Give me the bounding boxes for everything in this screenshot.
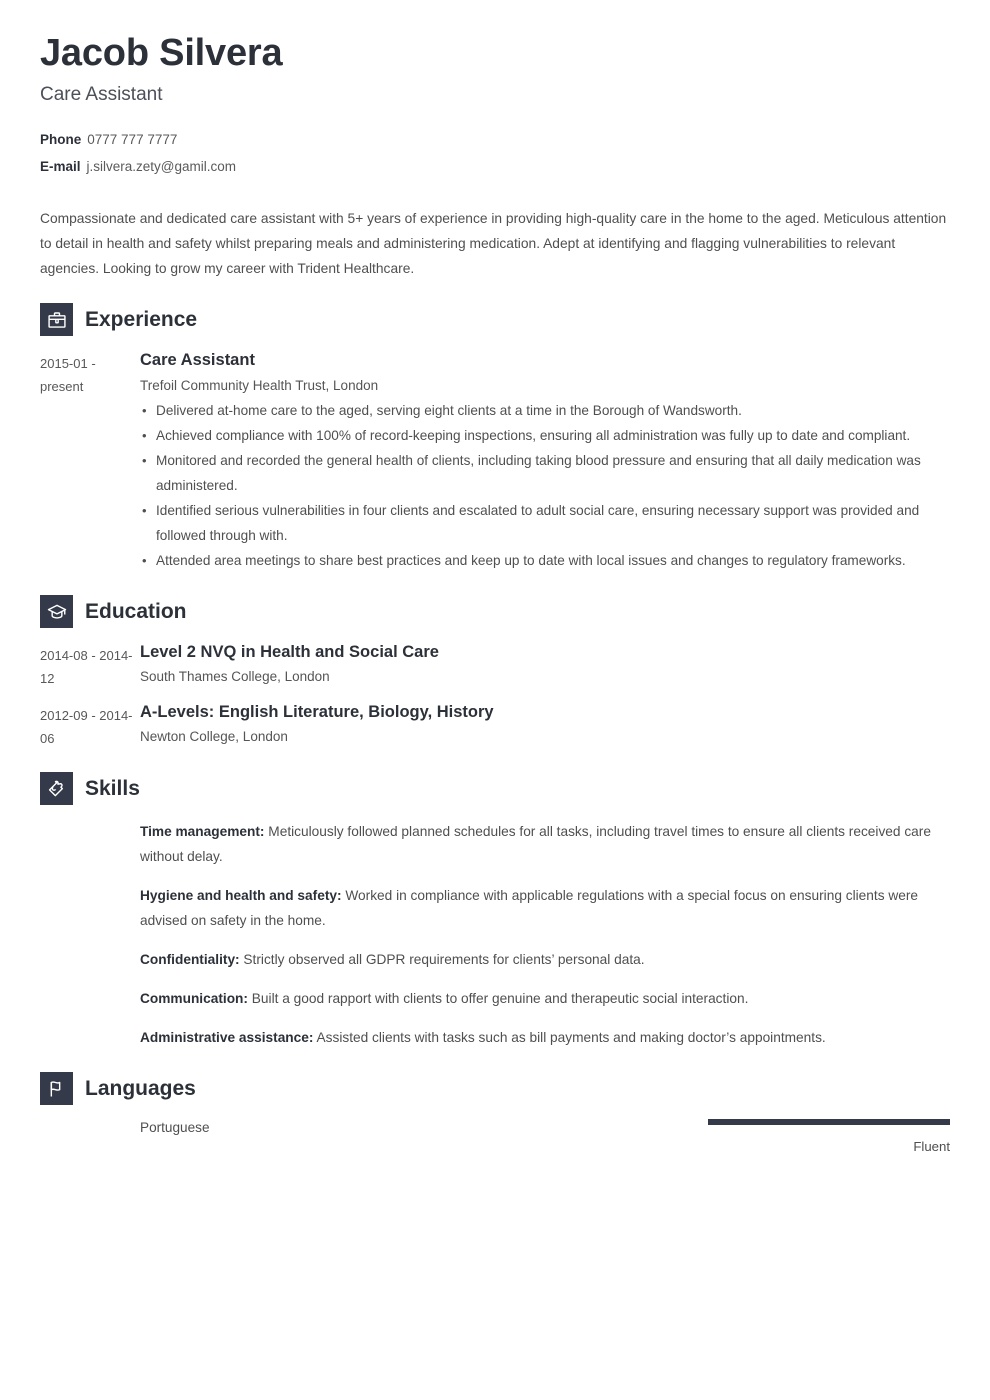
language-item [140, 1119, 950, 1154]
skill-item [140, 1025, 950, 1050]
education-entry-school: South Thames College, London [140, 668, 330, 684]
skill-description: Worked in compliance with applicable regulations with a special focus on ensuring clients were advised on safety in the home. [140, 888, 919, 929]
skill-item [140, 986, 950, 1011]
experience-entry-date: 2015-01 - present [40, 356, 96, 395]
education-entry-date: 2014-08 - 2014-12 [40, 648, 133, 687]
skill-description: Strictly observed all GDPR requirements for clients’ personal data. [239, 952, 645, 968]
experience-entry-body [140, 350, 950, 573]
language-name: Portuguese [140, 1120, 210, 1136]
experience-entry-title: Care Assistant [140, 351, 255, 370]
experience-entry-employer: Trefoil Community Health Trust, London [140, 377, 379, 393]
language-level-label: Fluent [913, 1139, 950, 1155]
professional-summary: Compassionate and dedicated care assistant with 5+ years of experience in providing high-quality care in the home to the aged. Meticulous attention to detail in health and safety whilst preparing meals and administering medication. Adept at identifying and flagging vulnerabilities to relevant agencies. Looking to grow my career with Trident Healthcare. [40, 211, 947, 277]
skill-item [140, 819, 950, 869]
skill-name: Time management: [140, 824, 265, 840]
skill-item [140, 883, 950, 933]
education-entry [40, 642, 950, 690]
contact-label-email: E-mail [40, 158, 81, 174]
education-entry-title: Level 2 NVQ in Health and Social Care [140, 643, 439, 662]
list-item: • Delivered at-home care to the aged, serving eight clients at a time in the Borough of Wandsworth. [156, 398, 950, 423]
skill-name: Confidentiality: [140, 952, 240, 968]
skill-name: Communication: [140, 991, 248, 1007]
contact-row-email [40, 159, 950, 175]
section-languages [40, 1072, 950, 1154]
education-entry-body [140, 642, 950, 688]
section-header-experience [40, 303, 950, 336]
skill-name: Administrative assistance: [140, 1030, 314, 1046]
section-header-education [40, 595, 950, 628]
contact-value-phone: 0777 777 7777 [87, 131, 178, 147]
experience-bullet-list [140, 398, 950, 573]
section-header-languages [40, 1072, 950, 1105]
section-title-experience: Experience [85, 308, 198, 332]
skill-description: Meticulously followed planned schedules for all tasks, including travel times to ensure all clients received care without delay. [140, 824, 931, 865]
language-bar-fill [708, 1119, 950, 1125]
skill-item [140, 947, 950, 972]
section-experience [40, 303, 950, 573]
list-item: • Identified serious vulnerabilities in four clients and escalated to adult social care, ensuring necessary support was provided and followed through with. [156, 498, 950, 548]
skill-name: Hygiene and health and safety: [140, 888, 342, 904]
experience-entry [40, 350, 950, 573]
list-item: • Monitored and recorded the general health of clients, including taking blood pressure and ensuring that all daily medication was administered. [156, 448, 950, 498]
language-proficiency-meter [708, 1119, 950, 1154]
education-entry-body [140, 702, 950, 748]
resume-header [40, 0, 950, 175]
language-bar-track [708, 1119, 950, 1125]
skill-description: Assisted clients with tasks such as bill payments and making doctor’s appointments. [313, 1030, 826, 1046]
puzzle-piece-icon [40, 772, 73, 805]
candidate-name: Jacob Silvera [40, 32, 283, 74]
languages-list [40, 1119, 950, 1154]
contact-row-phone [40, 132, 950, 148]
contact-list [40, 132, 950, 175]
list-item: • Achieved compliance with 100% of record-keeping inspections, ensuring all administration was fully up to date and compliant. [156, 423, 950, 448]
education-entry-school: Newton College, London [140, 728, 288, 744]
section-header-skills [40, 772, 950, 805]
contact-value-email: j.silvera.zety@gamil.com [86, 158, 237, 174]
graduation-cap-icon [40, 595, 73, 628]
education-entry-date: 2012-09 - 2014-06 [40, 708, 133, 747]
education-entry [40, 702, 950, 750]
candidate-job-title: Care Assistant [40, 83, 163, 105]
education-entry-title: A-Levels: English Literature, Biology, History [140, 703, 494, 722]
contact-label-phone: Phone [40, 131, 82, 147]
skills-list [40, 819, 950, 1050]
section-title-skills: Skills [85, 777, 140, 801]
section-title-languages: Languages [85, 1077, 196, 1101]
list-item: • Attended area meetings to share best practices and keep up to date with local issues and changes to regulatory frameworks. [156, 548, 950, 573]
section-education [40, 595, 950, 750]
section-title-education: Education [85, 600, 187, 624]
flag-icon [40, 1072, 73, 1105]
section-skills [40, 772, 950, 1050]
skill-description: Built a good rapport with clients to offer genuine and therapeutic social interaction. [247, 991, 749, 1007]
briefcase-icon [40, 303, 73, 336]
